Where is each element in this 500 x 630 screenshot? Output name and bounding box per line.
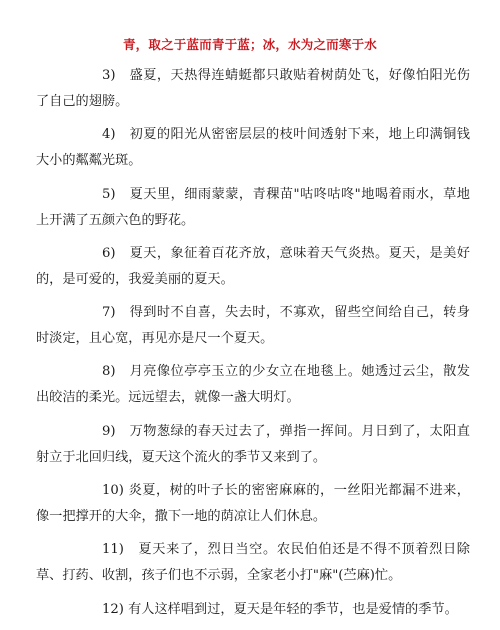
paragraph-11: 11) 夏天来了，烈日当空。农民伯伯还是不得不顶着烈日除草、打药、收割，孩子们也不示弱，全家老小打"麻"(苎麻)忙。: [36, 542, 470, 584]
paragraph-6: 6) 夏天，象征着百花齐放，意味着天气炎热。夏天，是美好的，是可爱的，我爱美丽的夏天。: [36, 245, 470, 287]
paragraph-10: 10) 炎夏，树的叶子长的密密麻麻的，一丝阳光都漏不进来，像一把撑开的大伞，撒下一地的荫凉让人们休息。: [36, 483, 470, 525]
paragraph-8: 8) 月亮像位亭亭玉立的少女立在地毯上。她透过云尘，散发出皎洁的柔光。远远望去，就像一盏大明灯。: [36, 364, 470, 406]
paragraph-9: 9) 万物葱绿的春天过去了，弹指一挥间。月日到了，太阳直射立于北回归线，夏天这个流火的季节又来到了。: [36, 423, 470, 465]
document-body: [36, 63, 470, 630]
paragraph-7: 7) 得到时不自喜，失去时，不寡欢，留些空间给自己，转身时淡定，且心宽，再见亦是尺一个夏天。: [36, 305, 470, 347]
paragraph-12: 12) 有人这样唱到过，夏天是年轻的季节，也是爱情的季节。: [102, 601, 458, 617]
paragraph-3: 3) 盛夏，天热得连蜻蜓都只敢贴着树荫处飞，好像怕阳光伤了自己的翅膀。: [36, 68, 470, 109]
paragraph-5: 5) 夏天里，细雨蒙蒙，青稞苗"咕咚咕咚"地喝着雨水，草地上开满了五颜六色的野花。: [36, 186, 470, 228]
paragraph-4: 4) 初夏的阳光从密密层层的枝叶间透射下来，地上印满铜钱大小的粼粼光斑。: [36, 127, 470, 169]
header-quote: 青，取之于蓝而青于蓝；冰，水为之而寒于水: [122, 37, 377, 52]
